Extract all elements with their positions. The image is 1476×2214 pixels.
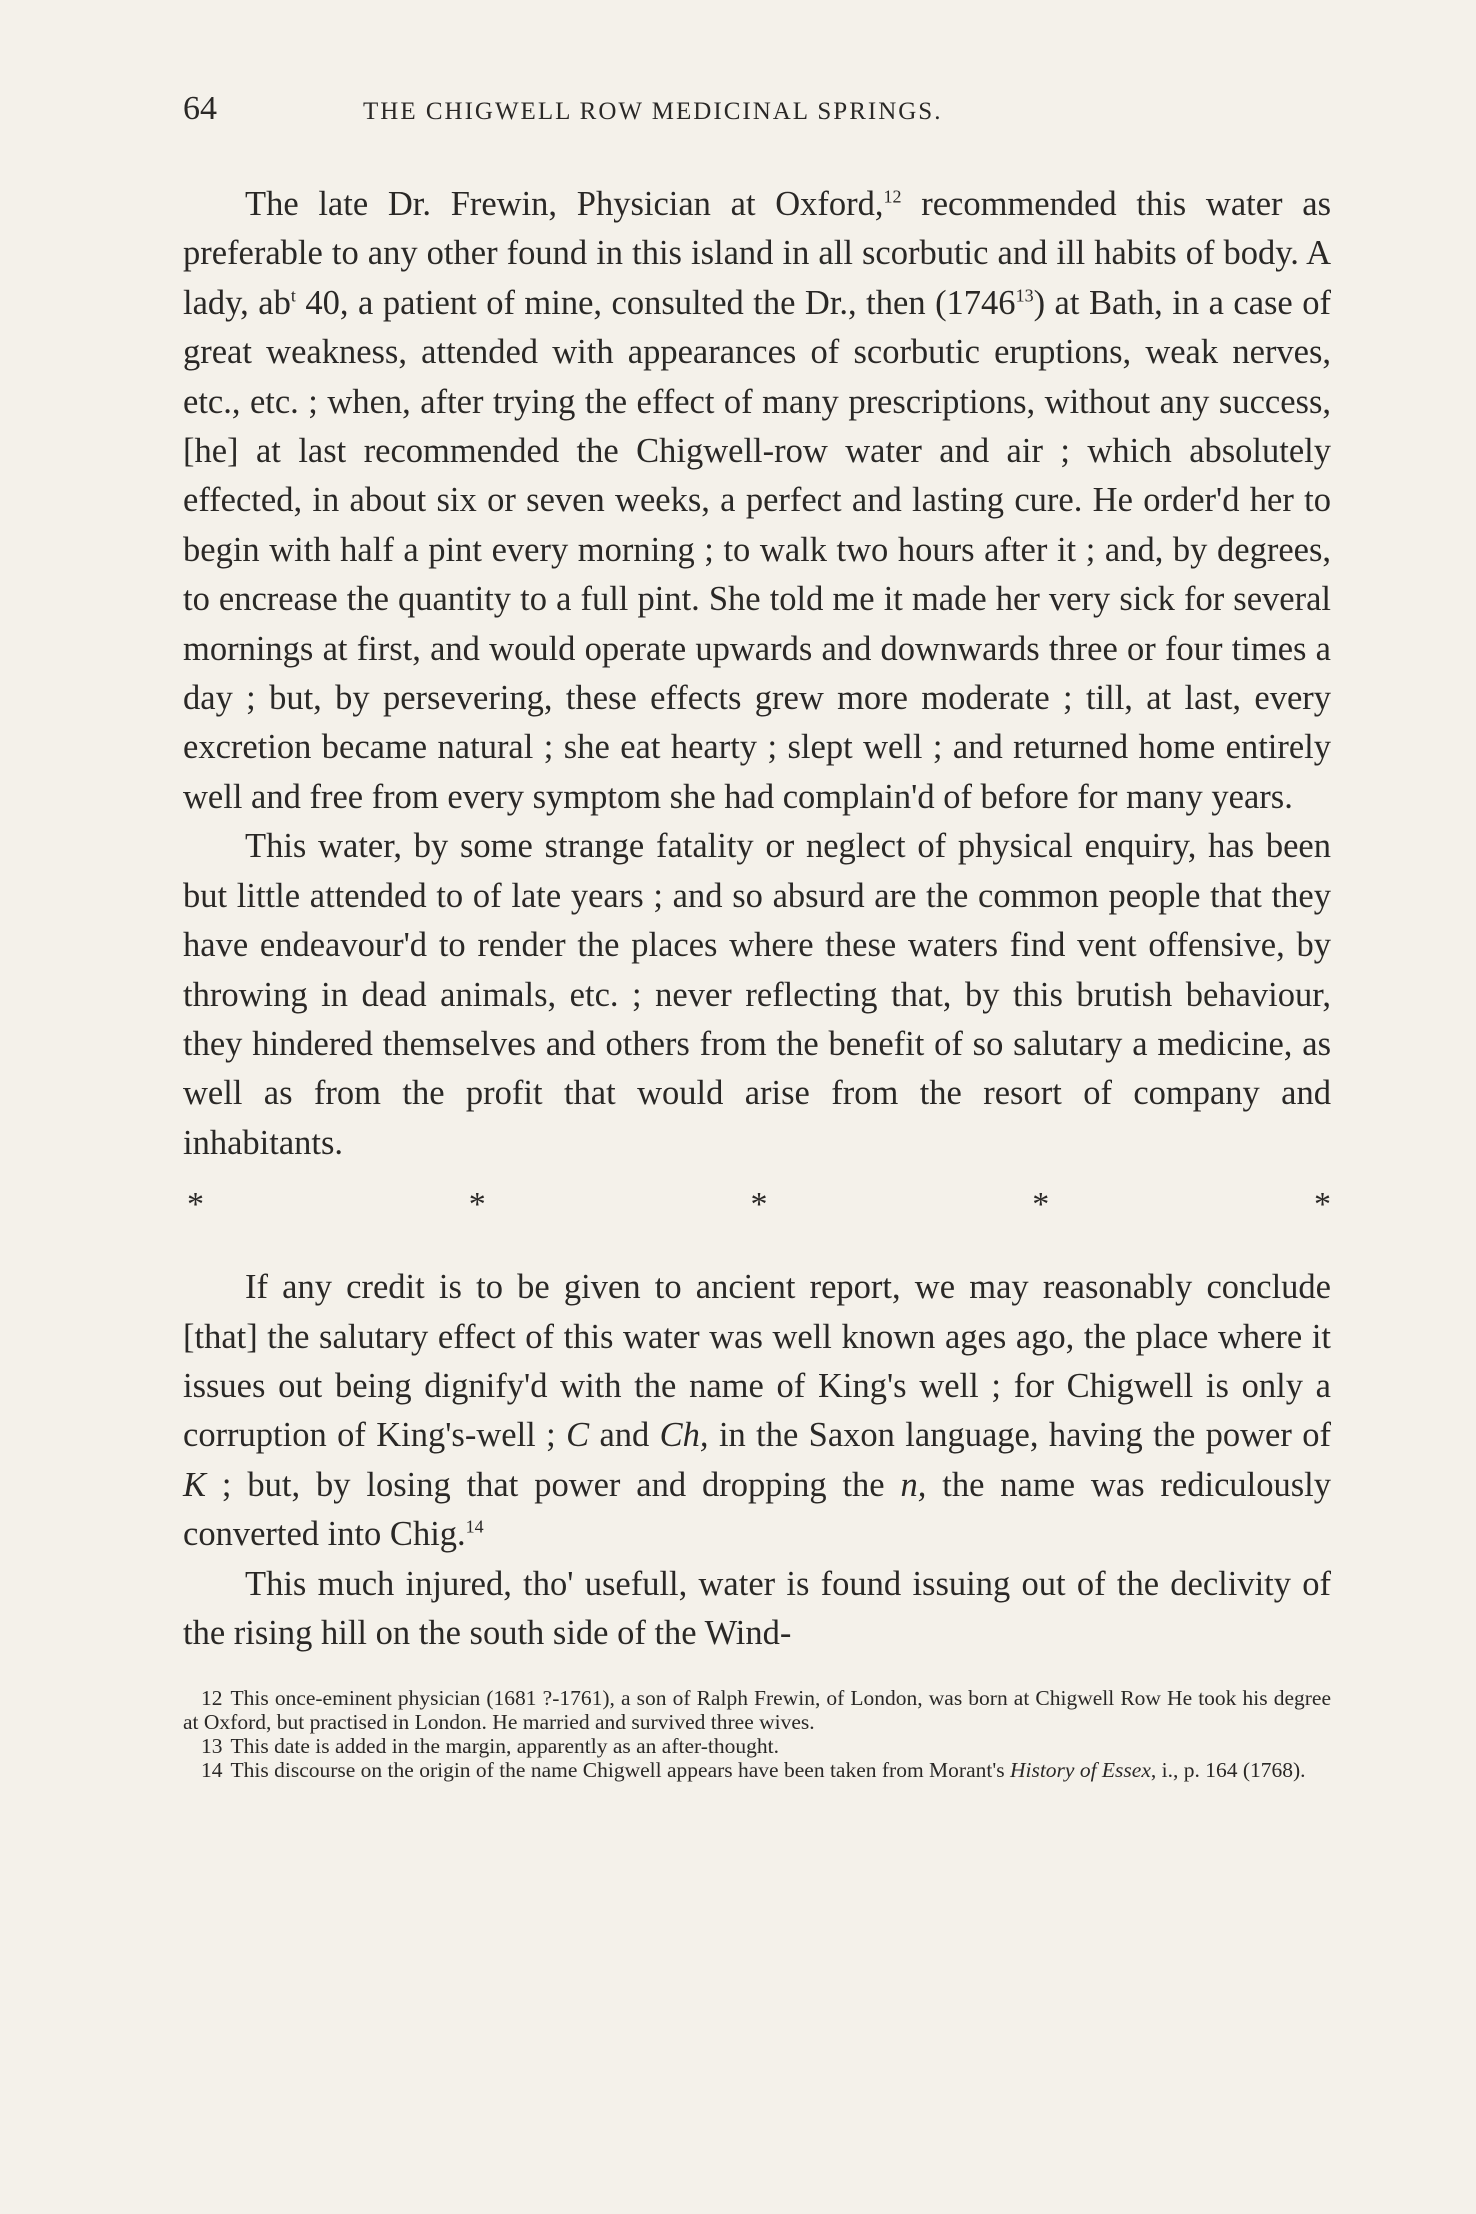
italic-n: n,	[900, 1465, 927, 1504]
footnote-13	[183, 1734, 1331, 1758]
paragraph-1	[183, 180, 1331, 822]
paragraph-3-text-f: the name was rediculously converted into Chig.	[183, 1465, 1331, 1554]
footnote-number: 14	[201, 1758, 223, 1783]
footnote-number: 12	[201, 1686, 223, 1711]
footnote-ref-14: 14	[465, 1516, 484, 1537]
footnote-text-a: This discourse on the origin of the name Chigwell appears have been taken from Morant's	[230, 1758, 1010, 1783]
page-header	[183, 90, 1331, 130]
paragraph-3-text-e: ; but, by losing that power and dropping the	[206, 1465, 901, 1504]
superscript-t: t	[290, 285, 296, 306]
footnote-number: 13	[201, 1734, 223, 1759]
asterisk: *	[187, 1186, 204, 1224]
paragraph-3-text-d: in the Saxon language, having the power of	[708, 1416, 1331, 1455]
footnote-text: This date is added in the margin, apparently as an after-thought.	[230, 1734, 779, 1759]
section-break	[183, 1180, 1331, 1229]
asterisk: *	[1314, 1186, 1331, 1224]
footnote-text-b: , i., p. 164 (1768).	[1150, 1758, 1306, 1783]
paragraph-2: This water, by some strange fatality or neglect of physical enquiry, has been but little attended to of late years ; and so absurd are the common people that they have endeavour'd to render the places where these waters find vent offensive, by throwing in dead animals, etc. ; never reflecting that, by this brutish behaviour, they hindered themselves and others from the benefit of so salutary a medicine, as well as from the profit that would arise from the resort of company and inhabitants.	[183, 827, 1331, 1162]
running-head: THE CHIGWELL ROW MEDICINAL SPRINGS.	[363, 98, 943, 125]
body-text	[183, 180, 1331, 1658]
italic-c: C	[566, 1416, 590, 1455]
book-page	[183, 90, 1331, 1782]
paragraph-3-text-a: If any credit is to be given to ancient report, we may reasonably conclude [that] the salutary effect of this water was well known ages ago, the place where it issues out being dignify'd with the name of King's well ; for Chigwell is only a corruption of King's-well ;	[183, 1268, 1331, 1455]
footnote-text: This once-eminent physician (1681 ?-1761), a son of Ralph Frewin, of London, was born at Chigwell Row He took his degree at Oxford, but practised in London. He married and survived three wives.	[183, 1686, 1331, 1735]
paragraph-1-text-a: The late Dr. Frewin, Physician at Oxford,	[245, 185, 884, 223]
paragraph-3	[183, 1263, 1331, 1559]
paragraph-3-text-b: and	[589, 1416, 660, 1455]
asterisk: *	[468, 1186, 486, 1224]
footnote-14	[183, 1758, 1331, 1782]
asterisk: *	[750, 1186, 768, 1224]
italic-k: K	[183, 1465, 207, 1504]
footnote-ref-13: 13	[1015, 285, 1034, 306]
paragraph-1-text-b: recommended this water as preferable to any other found in this island in all scorbutic and ill habits of body. A lady, ab	[183, 185, 1331, 322]
asterisk: *	[1032, 1186, 1050, 1224]
paragraph-1-text-d: ) at Bath, in a case of great weakness, attended with appearances of scorbutic eruptions, weak nerves, etc., etc. ; when, after trying the effect of many prescriptions, without any success, [he] at last recommended the Chigwell-row water and air ; which absolutely effected, in about six or seven weeks, a perfect and lasting cure. He order'd her to begin with half a pint every morning ; to walk two hours after it ; and, by degrees, to encrease the quantity to a full pint. She told me it made her very sick for several mornings at first, and would operate upwards and downwards three or four times a day ; but, by persevering, these effects grew more moderate ; till, at last, every excretion became natural ; she eat hearty ; slept well ; and returned home entirely well and free from every symptom she had complain'd of before for many years.	[183, 283, 1331, 816]
page-number: 64	[183, 90, 217, 127]
italic-ch: Ch,	[659, 1416, 709, 1455]
footnotes	[183, 1686, 1331, 1782]
footnote-12	[183, 1686, 1331, 1734]
footnote-ref-12: 12	[883, 186, 902, 207]
footnote-book-title: History of Essex	[1009, 1758, 1151, 1783]
paragraph-4: This much injured, tho' usefull, water is found issuing out of the declivity of the rising hill on the south side of the Wind-	[183, 1564, 1331, 1652]
paragraph-1-text-c: 40, a patient of mine, consulted the Dr., then (1746	[295, 283, 1016, 322]
